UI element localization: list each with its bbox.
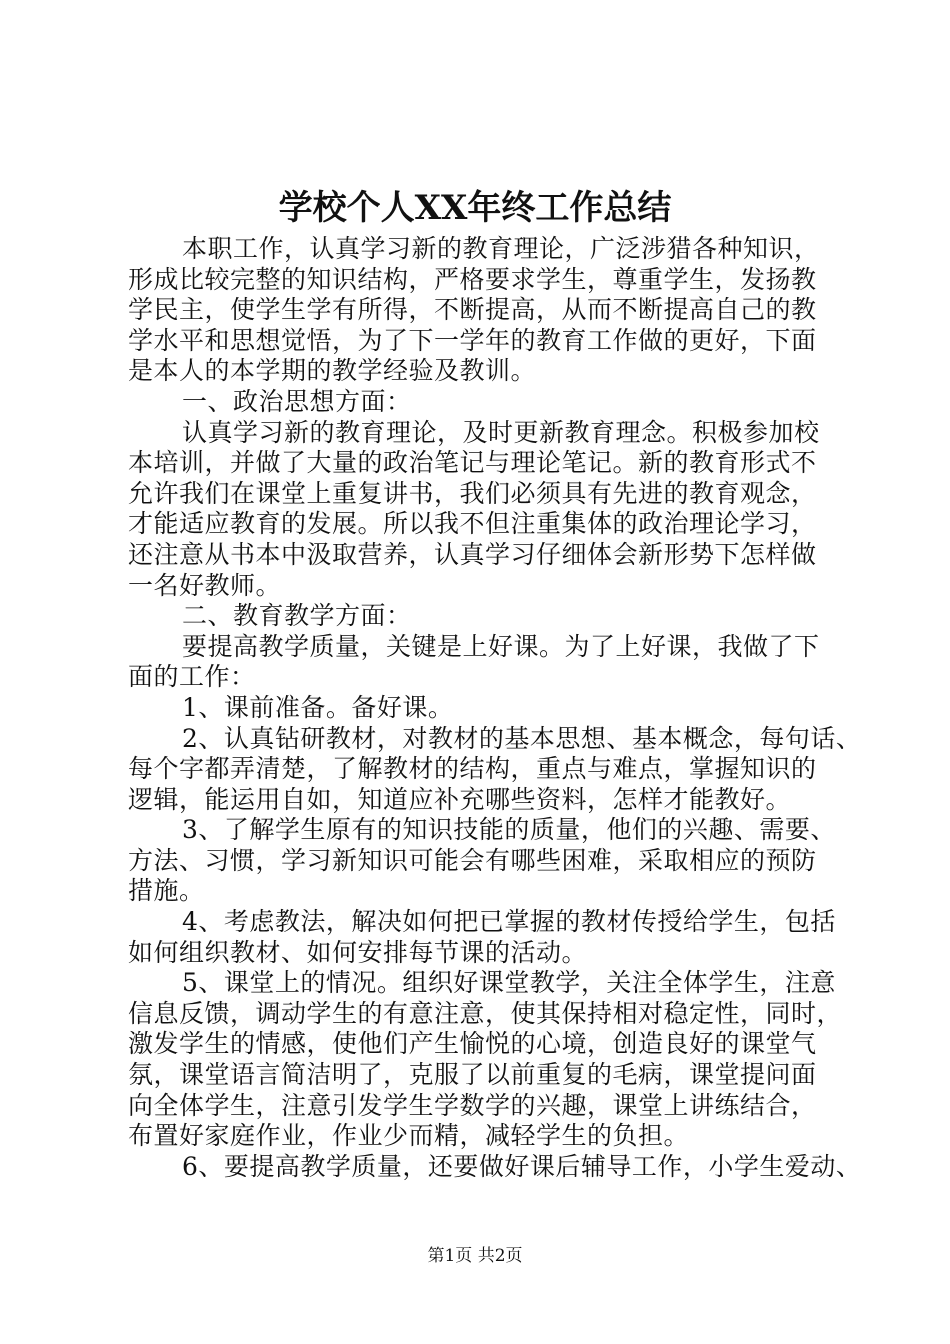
body-text-line: 方法、习惯，学习新知识可能会有哪些困难，采取相应的预防 xyxy=(128,845,817,875)
body-text-line: 还注意从书本中汲取营养，认真学习仔细体会新形势下怎样做 xyxy=(128,539,817,569)
body-text-line: 布置好家庭作业，作业少而精，减轻学生的负担。 xyxy=(128,1121,690,1151)
body-text-line: 4、考虑教法，解决如何把已掌握的教材传授给学生，包括 xyxy=(182,907,836,937)
body-text-line: 本培训，并做了大量的政治笔记与理论笔记。新的教育形式不 xyxy=(128,448,817,478)
body-text-line: 2、认真钻研教材，对教材的基本思想、基本概念，每句话、 xyxy=(182,723,862,753)
body-text-line: 5、课堂上的情况。组织好课堂教学，关注全体学生，注意 xyxy=(182,968,836,998)
body-text-line: 要提高教学质量，关键是上好课。为了上好课，我做了下 xyxy=(182,631,820,661)
body-text-line: 二、教育教学方面： xyxy=(182,601,412,631)
body-text-line: 3、了解学生原有的知识技能的质量，他们的兴趣、需要、 xyxy=(182,815,836,845)
body-text-line: 本职工作，认真学习新的教育理论，广泛涉猎各种知识， xyxy=(182,234,820,263)
document-title: 学校个人XX年终工作总结 xyxy=(278,188,672,228)
body-text-line: 才能适应教育的发展。所以我不但注重集体的政治理论学习， xyxy=(128,509,817,539)
body-text-line: 激发学生的情感，使他们产生愉悦的心境，创造良好的课堂气 xyxy=(128,1029,817,1059)
body-text-line: 每个字都弄清楚，了解教材的结构，重点与难点，掌握知识的 xyxy=(128,754,817,784)
body-text-line: 允许我们在课堂上重复讲书，我们必须具有先进的教育观念， xyxy=(128,478,817,508)
body-text-line: 学民主，使学生学有所得，不断提高，从而不断提高自己的教 xyxy=(128,295,817,325)
body-text-line: 认真学习新的教育理论，及时更新教育理念。积极参加校 xyxy=(182,417,820,447)
body-text-line: 一名好教师。 xyxy=(128,570,282,600)
body-text-line: 措施。 xyxy=(128,876,205,906)
body-text-line: 是本人的本学期的教学经验及教训。 xyxy=(128,356,537,386)
body-text-line: 6、要提高教学质量，还要做好课后辅导工作，小学生爱动、 xyxy=(182,1151,862,1181)
body-text-line: 学水平和思想觉悟，为了下一学年的教育工作做的更好，下面 xyxy=(128,325,817,355)
body-text-line: 信息反馈，调动学生的有意注意，使其保持相对稳定性，同时， xyxy=(128,998,843,1028)
body-text-line: 如何组织教材、如何安排每节课的活动。 xyxy=(128,937,588,967)
document-body xyxy=(128,234,862,1182)
body-text-line: 形成比较完整的知识结构，严格要求学生，尊重学生，发扬教 xyxy=(128,264,817,294)
body-text-line: 1、课前准备。备好课。 xyxy=(182,692,454,722)
page-number-footer: 第1页 共2页 xyxy=(427,1246,523,1266)
body-text-line: 逻辑，能运用自如，知道应补充哪些资料，怎样才能教好。 xyxy=(128,784,792,814)
body-text-line: 向全体学生，注意引发学生学数学的兴趣，课堂上讲练结合， xyxy=(128,1090,817,1120)
body-text-line: 一、政治思想方面： xyxy=(182,386,412,416)
body-text-line: 氛，课堂语言简洁明了，克服了以前重复的毛病，课堂提问面 xyxy=(128,1060,817,1090)
body-text-line: 面的工作： xyxy=(128,662,256,692)
